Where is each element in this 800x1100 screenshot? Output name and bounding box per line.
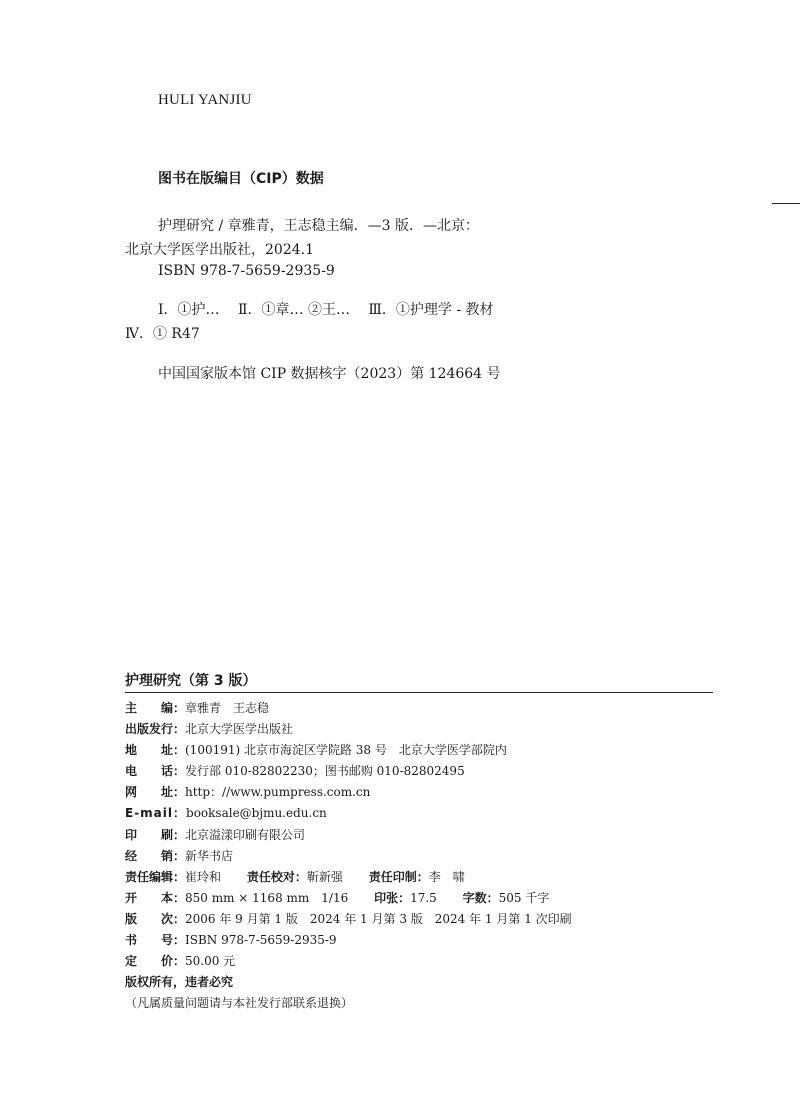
colophon-row-editor: [125, 698, 725, 719]
publisher-value: 北京大学医学出版社: [185, 722, 294, 737]
email-value: booksale@bjmu.edu.cn: [186, 806, 327, 821]
book-number-value: ISBN 978-7-5659-2935-9: [185, 933, 337, 948]
resp-print-value: 李 啸: [428, 869, 465, 884]
editor-value: 章雅青 王志稳: [185, 701, 270, 715]
colophon-row-price: [125, 951, 725, 972]
address-label: 地 址：: [125, 743, 186, 758]
format-value: 850 mm × 1168 mm 1/16: [185, 890, 349, 905]
colophon-row-responsibility: [125, 867, 725, 888]
colophon-row-email: [125, 803, 725, 824]
price-value: 50.00 元: [185, 954, 236, 969]
printer-label: 印 刷：: [125, 827, 186, 842]
distributor-value: 新华书店: [185, 848, 234, 863]
colophon-row-format: [125, 888, 725, 909]
format-label: 开 本：: [125, 890, 186, 905]
sheets-value: 17.5: [410, 890, 437, 905]
editor-label: 主 编：: [125, 701, 186, 715]
colophon-row-publisher: [125, 719, 725, 740]
price-label: 定 价：: [125, 954, 186, 969]
edition-label: 版 次：: [125, 911, 186, 926]
cip-record-number: 中国国家版本馆 CIP 数据核字（2023）第 124664 号: [158, 366, 501, 382]
cip-line-2: 北京大学医学出版社，2024.1: [125, 242, 314, 258]
words-value: 505 千字: [498, 890, 550, 905]
resp-proof-value: 靳新强: [306, 869, 343, 884]
web-label: 网 址：: [125, 785, 186, 800]
sheets-label: 印张：: [374, 890, 411, 905]
colophon-row-phone: [125, 761, 725, 782]
quality-note: （凡属质量问题请与本社发行部联系退换）: [125, 996, 354, 1011]
colophon-row-address: [125, 740, 725, 761]
colophon-title: 护理研究（第 3 版）: [125, 673, 257, 689]
cip-class-3: Ⅲ．①护理学 - 教材: [368, 302, 494, 318]
cip-heading: 图书在版编目（CIP）数据: [158, 171, 324, 187]
cip-classification: [158, 299, 494, 319]
colophon-row-printer: [125, 825, 725, 846]
copyright-notice: 版权所有，违者必究: [125, 975, 234, 990]
colophon-rule: [125, 692, 713, 693]
cip-line-1: 护理研究 / 章雅青，王志稳主编．—3 版．—北京：: [158, 218, 479, 234]
publisher-label: 出版发行：: [125, 722, 186, 737]
email-label: E-mail：: [125, 806, 187, 821]
web-value: http：//www.pumpress.com.cn: [185, 785, 371, 800]
colophon-row-book-number: [125, 930, 725, 951]
phone-label: 电 话：: [125, 764, 186, 779]
edge-mark: [772, 203, 800, 204]
words-label: 字数：: [462, 890, 499, 905]
resp-proof-label: 责任校对：: [246, 869, 307, 884]
cip-class-1: Ⅰ．①护…: [158, 302, 220, 318]
edition-value: 2006 年 9 月第 1 版 2024 年 1 月第 3 版 2024 年 1 月第 1 次印刷: [185, 911, 572, 926]
colophon-row-distributor: [125, 846, 725, 867]
address-value: (100191) 北京市海淀区学院路 38 号 北京大学医学部院内: [185, 743, 507, 758]
pinyin-title: HULI YANJIU: [158, 92, 252, 108]
book-number-label: 书 号：: [125, 933, 186, 948]
resp-editor-value: 崔玲和: [185, 869, 222, 884]
colophon-row-edition: [125, 909, 725, 930]
colophon-row-web: [125, 782, 725, 803]
resp-editor-label: 责任编辑：: [125, 869, 186, 884]
distributor-label: 经 销：: [125, 848, 186, 863]
colophon-table: [125, 698, 725, 1014]
resp-print-label: 责任印制：: [368, 869, 429, 884]
phone-value: 发行部 010-82802230；图书邮购 010-82802495: [185, 764, 465, 779]
cip-isbn: ISBN 978-7-5659-2935-9: [158, 263, 335, 279]
printer-value: 北京溢漾印刷有限公司: [185, 827, 306, 842]
cip-class-4: Ⅳ．① R47: [125, 326, 200, 342]
cip-class-2: Ⅱ．①章… ②王…: [237, 302, 350, 318]
